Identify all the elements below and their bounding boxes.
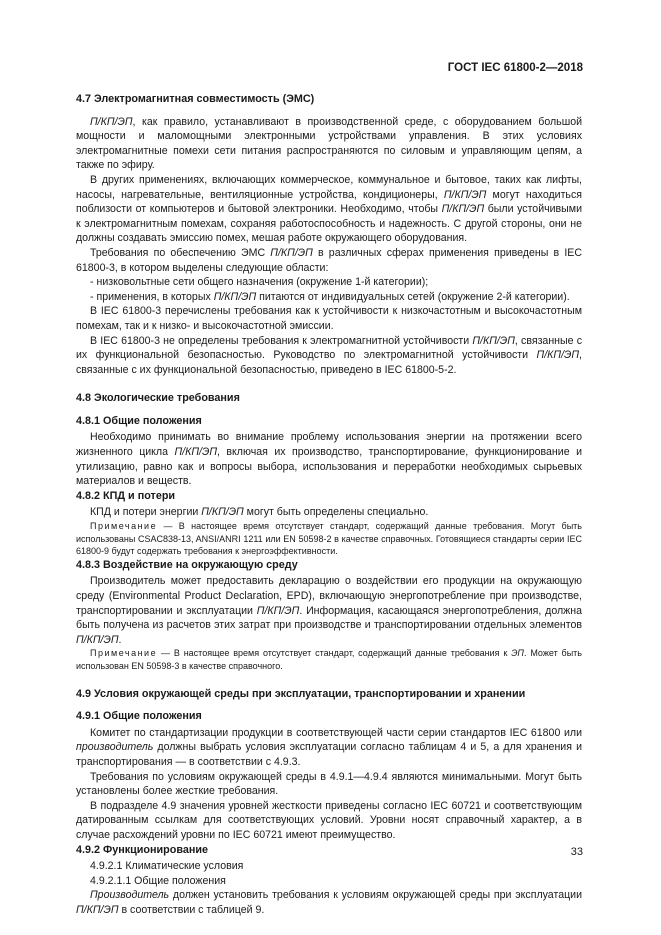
paragraph: КПД и потери энергии П/КП/ЭП могут быть определены специально. (90, 506, 429, 519)
section-4-8-title: 4.8 Экологические требования (76, 392, 240, 405)
section-4-8-1-title: 4.8.1 Общие положения (76, 414, 202, 427)
paragraph: Производитель может предоставить декларацию о воздействии его продукции на окружающую среду (Environmental Product Declaration, EPD), включающую энергопотребление при производстве, транспортировании и эксплуатации П/КП/ЭП. Информация, касающаяся энергопотребления, должна быть получена из расчетов этих затрат при производстве и транспортировании отдельных элементов П/КП/ЭП. (76, 575, 582, 646)
section-4-8-2-title: 4.8.2 КПД и потери (76, 489, 176, 502)
paragraph: В подразделе 4.9 значения уровней жесткости приведены согласно IEC 60721 и соответствующим датированным ссылкам для соответствующих условий. Уровни носят справочный характер, а в случае расхождений уровни по IEC 60721 имеют преимущество. (76, 799, 582, 841)
paragraph: Комитет по стандартизации продукции в соответствующей части серии стандартов IEC 61800 или производитель должны выбрать условия эксплуатации согласно таблицам 4 и 5, а для хранения и транспортирования — в соответствии с 4.9.3. (76, 726, 582, 768)
note: Примечание — В настоящее время отсутствует стандарт, содержащий данные требования. Могут быть использованы CSAC838-13, ANSI/ANRI 1211 или EN 50598-2 в качестве справочных. Готовящиеся стандарты серии IEC 61800-9 будут содержать требования к энергоэффективности. (76, 521, 582, 557)
section-4-9-2-title: 4.9.2 Функционирование (76, 843, 209, 856)
paragraph: В других применениях, включающих коммерческое, коммунальное и бытовое, таких как лифты, насосы, нагревательные, вентиляционные устройства, кондиционеры, П/КП/ЭП могут находиться поблизости от компьютеров и бытовой электроники. Необходимо, чтобы П/КП/ЭП были устойчивыми к электромагнитным помехам, сохраняя работоспособность и надежность. С другой стороны, они не должны создавать эмиссию помех, мешая работе окружающего оборудования. (76, 173, 582, 245)
page-number: 33 (570, 846, 583, 858)
subsection-4-9-2-1: 4.9.2.1 Климатические условия (90, 860, 244, 873)
subsection-4-9-2-1-1: 4.9.2.1.1 Общие положения (90, 874, 226, 887)
paragraph: Необходимо принимать во внимание проблему использования энергии на протяжении всего жизненного цикла П/КП/ЭП, включая их производство, транспортирование, функционирование и утилизацию, равно как и вопросы выбора, использования и переработки необходимых сырьевых материалов и веществ. (76, 431, 582, 488)
paragraph: В IEC 61800-3 не определены требования к электромагнитной устойчивости П/КП/ЭП, связанные с их функциональной безопасностью. Руководство по электромагнитной устойчивости П/КП/ЭП, связанные с их функциональной безопасностью, приведено в IEC 61800-5-2. (76, 334, 583, 376)
paragraph: В IEC 61800-3 перечислены требования как к устойчивости к низкочастотным и высокочастотным помехам, так и к низко- и высокочастотной эмиссии. (76, 305, 582, 332)
list-item: - низковольтные сети общего назначения (окружение 1-й категории); (90, 276, 429, 289)
page-content (76, 92, 582, 917)
document-code: ГОСТ IEC 61800-2—2018 (447, 62, 583, 74)
paragraph: Требования по обеспечению ЭМС П/КП/ЭП в различных сферах применения приведены в IEC 61800-3, в котором выделены следующие области: (76, 246, 582, 274)
section-4-9-title: 4.9 Условия окружающей среды при эксплуатации, транспортировании и хранении (76, 687, 526, 700)
paragraph: Производитель должен установить требования к условиям окружающей среды при эксплуатации П/КП/ЭП в соответствии с таблицей 9. (76, 889, 582, 916)
section-4-9-1-title: 4.9.1 Общие положения (76, 710, 202, 723)
list-item: - применения, в которых П/КП/ЭП питаются от индивидуальных сетей (окружение 2-й категории). (90, 290, 570, 303)
section-4-8-3-title: 4.8.3 Воздействие на окружающую среду (76, 558, 298, 571)
paragraph: Требования по условиям окружающей среды в 4.9.1—4.9.4 являются минимальными. Могут быть установлены более жесткие требования. (76, 770, 582, 798)
section-4-7-title: 4.7 Электромагнитная совместимость (ЭМС) (76, 93, 315, 105)
note: Примечание — В настоящее время отсутствует стандарт, содержащий данные требования к ЭП. Может быть использован EN 50598-3 в качестве справочного. (76, 648, 582, 671)
paragraph: П/КП/ЭП, как правило, устанавливают в производственной среде, с оборудованием большой мощности и маломощными электронными устройствами управления. В этих условиях электромагнитные помехи сети питания распространяются по силовым и управляющим цепям, а также по эфиру. (76, 115, 582, 172)
